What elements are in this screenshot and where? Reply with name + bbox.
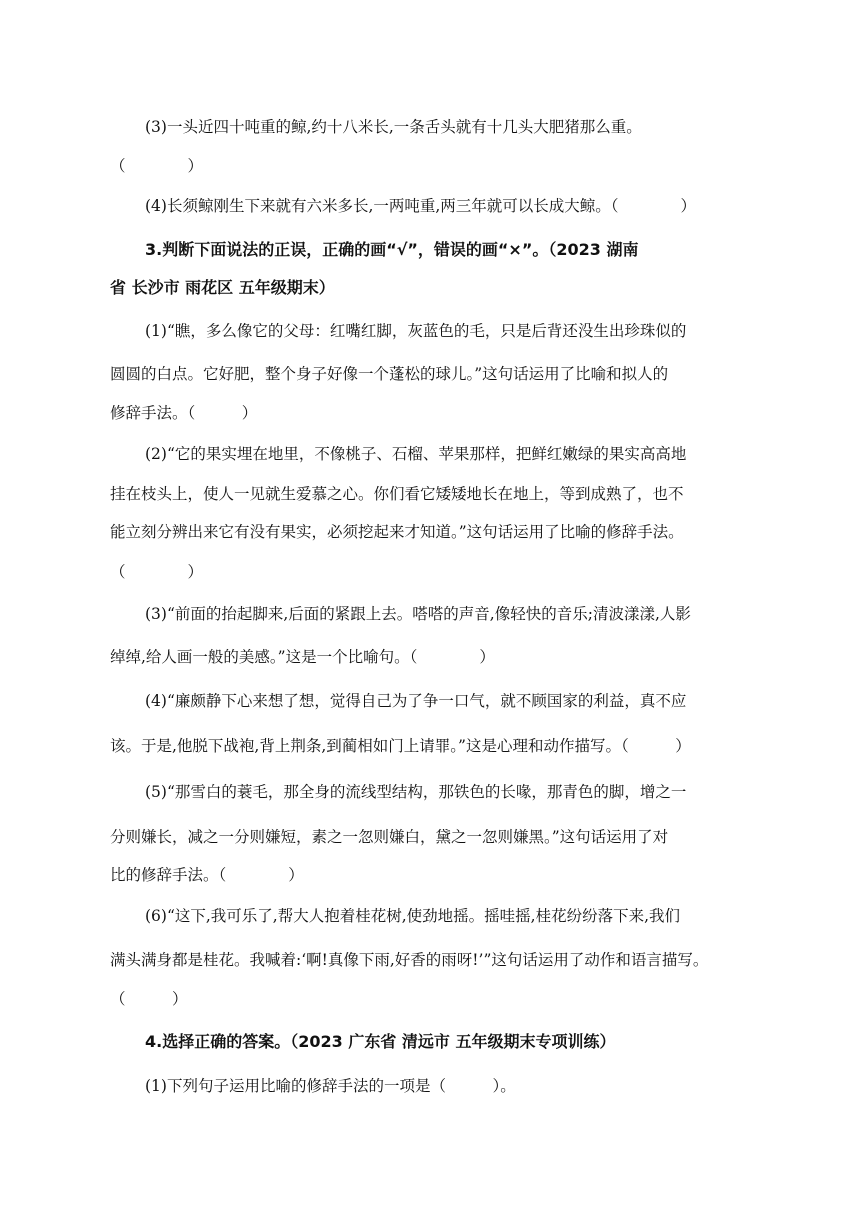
q2-item3-line1: (3)一头近四十吨重的鲸,约十八米长,一条舌头就有十几头大肥猪那么重。	[145, 118, 642, 136]
q3-title-line2: 省 长沙市 雨花区 五年级期末）	[110, 278, 335, 297]
q3-item5-line3: 比的修辞手法。（ ）	[110, 866, 304, 884]
q2-item3-answer-blank: （ ）	[110, 157, 204, 175]
q3-item6-line1: (6)“这下,我可乐了,帮大人抱着桂花树,使劲地摇。摇哇摇,桂花纷纷落下来,我们	[145, 907, 681, 925]
q3-item2-line3: 能立刻分辨出来它有没有果实，必须挖起来才知道。”这句话运用了比喻的修辞手法。	[110, 523, 684, 541]
q3-item1-line3: 修辞手法。（ ）	[110, 404, 258, 422]
q3-item3-line2: 绰绰,给人画一般的美感。”这是一个比喻句。（ ）	[110, 648, 495, 666]
q3-item2-line1: (2)“它的果实埋在地里，不像桃子、石榴、苹果那样，把鲜红嫩绿的果实高高地	[145, 445, 687, 463]
q3-item6-line3: （ ）	[110, 990, 188, 1008]
q4-title: 4.选择正确的答案。（2023 广东省 清远市 五年级期末专项训练）	[145, 1032, 616, 1051]
q3-item6-line2: 满头满身都是桂花。我喊着:‘啊!真像下雨,好香的雨呀!’”这句话运用了动作和语言描写。	[110, 951, 709, 969]
q3-title-line1: 3.判断下面说法的正误，正确的画“√”，错误的画“×”。（2023 湖南	[145, 240, 639, 259]
q3-item2-line4: （ ）	[110, 563, 204, 581]
q3-item2-line2: 挂在枝头上，使人一见就生爱慕之心。你们看它矮矮地长在地上，等到成熟了，也不	[110, 485, 684, 503]
q3-item1-line1: (1)“瞧，多么像它的父母：红嘴红脚，灰蓝色的毛，只是后背还没生出珍珠似的	[145, 322, 687, 340]
q4-item1-line1: (1)下列句子运用比喻的修辞手法的一项是（ ）。	[145, 1077, 516, 1095]
q2-item4-line1: (4)长须鲸刚生下来就有六米多长,一两吨重,两三年就可以长成大鲸。（ ）	[145, 197, 697, 215]
q3-item5-line2: 分则嫌长，减之一分则嫌短，素之一忽则嫌白，黛之一忽则嫌黑。”这句话运用了对	[110, 828, 669, 846]
q3-item3-line1: (3)“前面的抬起脚来,后面的紧跟上去。嗒嗒的声音,像轻快的音乐;清波漾漾,人影	[145, 605, 691, 623]
q3-item5-line1: (5)“那雪白的蓑毛，那全身的流线型结构，那铁色的长喙，那青色的脚，增之一	[145, 783, 687, 801]
q3-item1-line2: 圆圆的白点。它好肥，整个身子好像一个蓬松的球儿。”这句话运用了比喻和拟人的	[110, 365, 669, 383]
q3-item4-line2: 该。于是,他脱下战袍,背上荆条,到蔺相如门上请罪。”这是心理和动作描写。（ ）	[110, 737, 691, 755]
q3-item4-line1: (4)“廉颇静下心来想了想，觉得自己为了争一口气，就不顾国家的利益，真不应	[145, 692, 687, 710]
